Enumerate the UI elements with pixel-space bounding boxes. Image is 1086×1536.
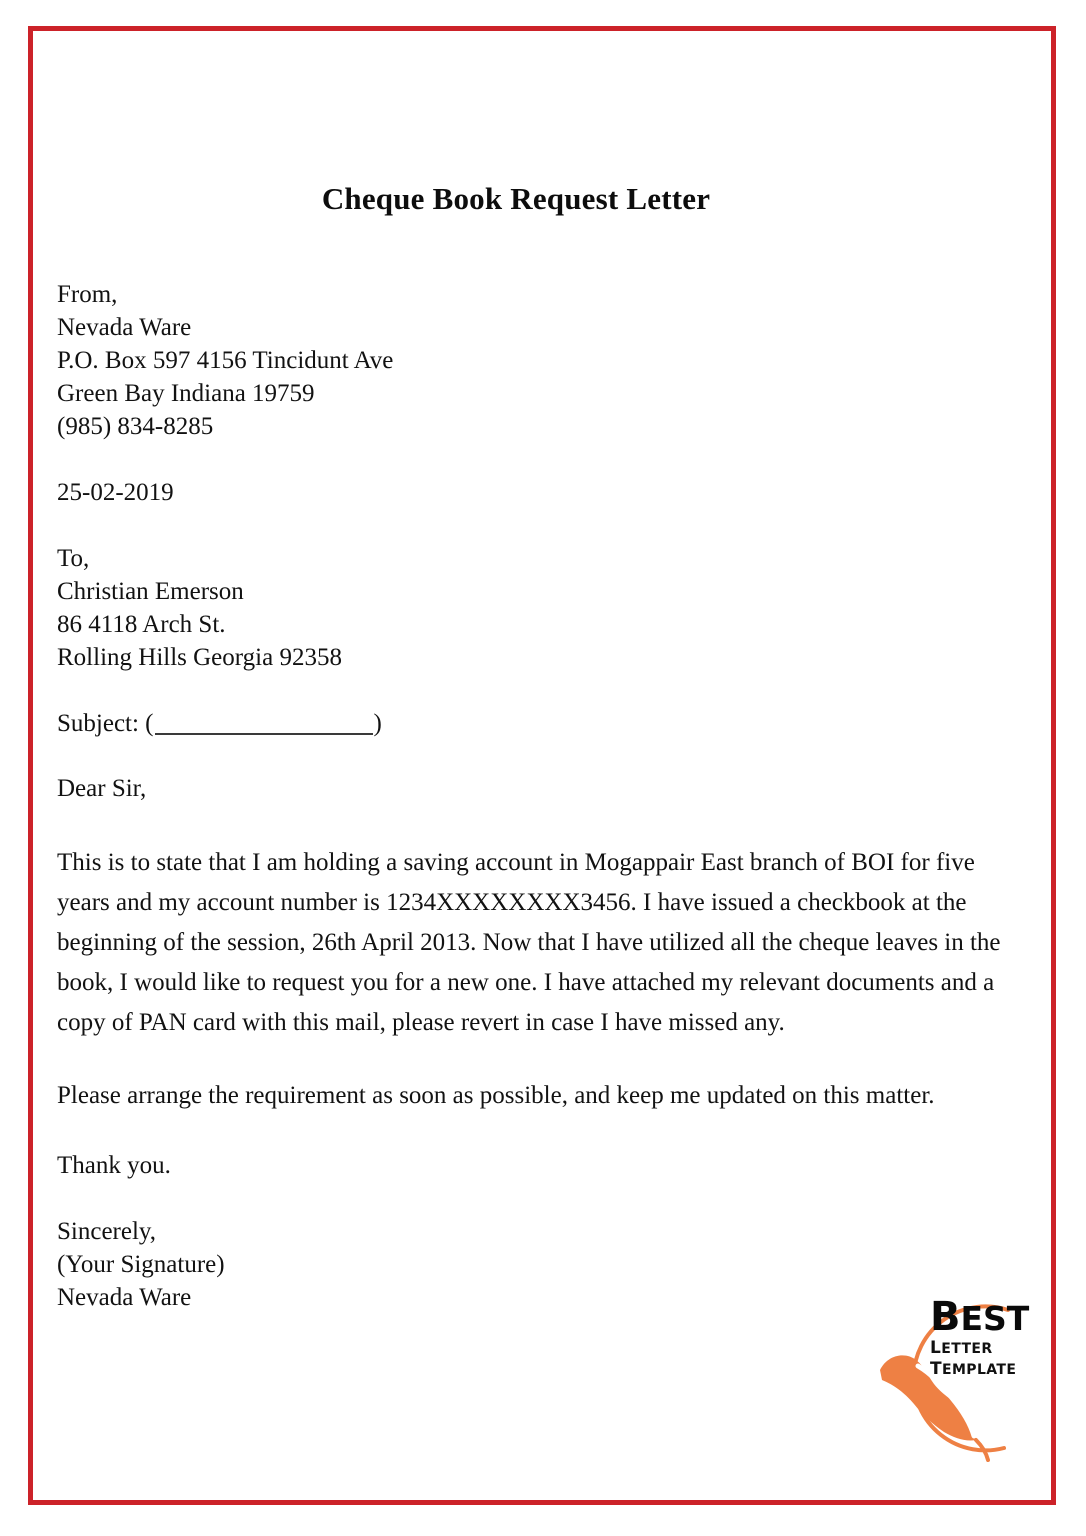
letter-date: 25-02-2019 [57,479,174,507]
recipient-city-state-zip: Rolling Hills Georgia 92358 [57,644,342,672]
recipient-name: Christian Emerson [57,578,244,606]
subject-input-blank[interactable] [155,711,373,735]
recipient-address-block [57,542,1020,674]
sender-address-block [57,278,1020,443]
logo-brand-primary [930,1294,1050,1340]
letter-date-block [57,476,1020,509]
thank-you-line [57,1149,1020,1182]
logo-brand-secondary-first-initial: L [930,1338,942,1358]
salutation [57,772,1020,805]
body-paragraph-2: Please arrange the requirement as soon as possible, and keep me updated on this matter. [57,1082,935,1110]
sender-name: Nevada Ware [57,314,192,342]
valediction: Sincerely, [57,1218,157,1246]
logo-brand-secondary-second-initial: T [930,1359,942,1379]
signature-placeholder: (Your Signature) [57,1251,225,1279]
logo-brand-primary-initial: B [930,1294,961,1340]
logo-brand-primary-rest: EST [960,1299,1030,1338]
logo-wordmark [930,1294,1050,1380]
recipient-to-label: To, [57,545,90,573]
sender-from-label: From, [57,281,118,309]
signer-name: Nevada Ware [57,1284,192,1312]
subject-label: Subject: ( [57,710,154,738]
thank-you-text: Thank you. [57,1152,171,1180]
body-paragraph-1: This is to state that I am holding a saving account in Mogappair East branch of BOI for five years and my account number is 1234XXXXXXXX3456. I have issued a checkbook at the beginning of the session, 26th April 2013. Now that I have utilized all the cheque leaves in the book, I would like to request you for a new one. I have attached my relevant documents and a copy of PAN card with this mail, please revert in case I have missed any. [57,849,1001,1037]
logo-brand-secondary-first-rest: ETTER [941,1341,993,1357]
sender-phone: (985) 834-8285 [57,413,214,441]
salutation-text: Dear Sir, [57,775,147,803]
recipient-street: 86 4118 Arch St. [57,611,226,639]
page-title: Cheque Book Request Letter [321,181,711,216]
subject-line [57,707,1020,740]
sender-street: P.O. Box 597 4156 Tincidunt Ave [57,347,394,375]
logo-brand-secondary-second-rest: EMPLATE [942,1362,1017,1378]
logo-brand-secondary [930,1338,1050,1380]
subject-close-paren: ) [373,710,382,738]
brand-logo [858,1288,1043,1478]
sender-city-state-zip: Green Bay Indiana 19759 [57,380,315,408]
letter-content [57,60,1020,1314]
